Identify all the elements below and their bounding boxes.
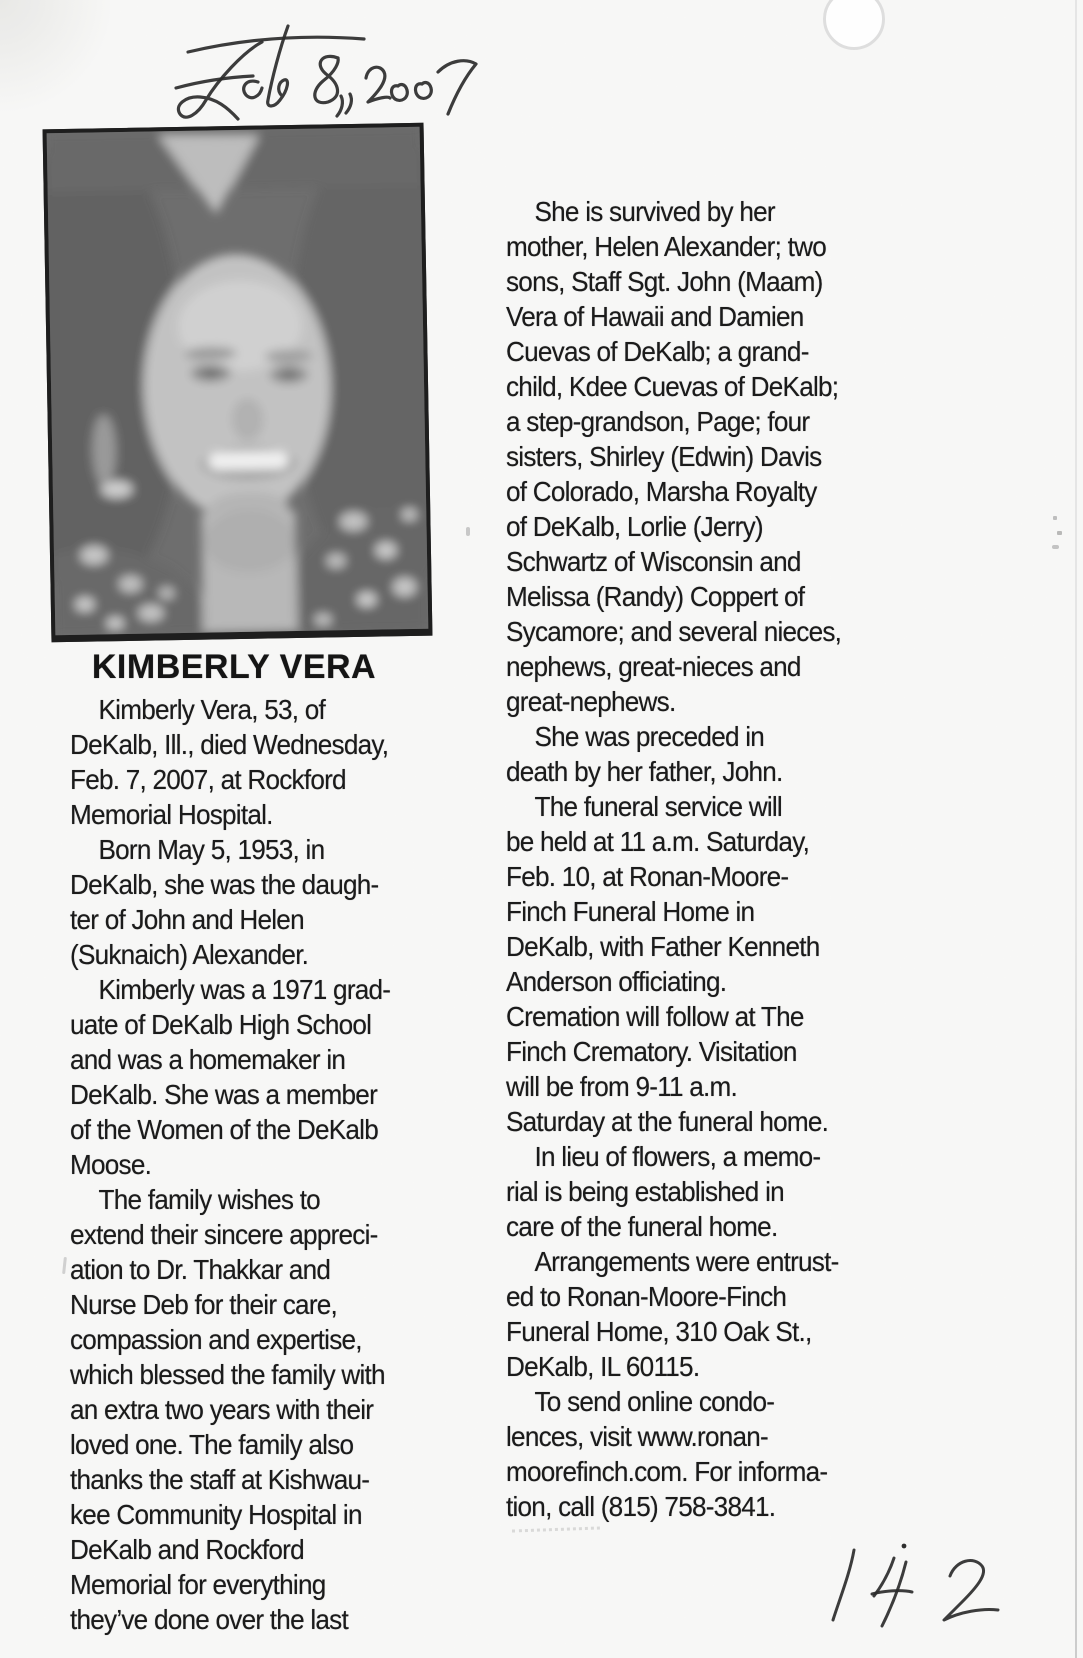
text-line: ed to Ronan-Moore-Finch [506,1281,787,1312]
text-line: Memorial Hospital. [70,799,273,830]
scan-edge-line [1075,0,1077,1658]
text-line: be held at 11 a.m. Saturday, [506,826,810,857]
text-line: lences, visit www.ronan- [506,1421,768,1452]
text-line: sons, Staff Sgt. John (Maam) [506,266,823,297]
text-line: child, Kdee Cuevas of DeKalb; [506,371,839,402]
text-line: extend their sincere appreci- [70,1219,378,1250]
text-line: Feb. 10, at Ronan-Moore- [506,861,789,892]
text-line: will be from 9-11 a.m. [506,1071,738,1102]
text-line: Melissa (Randy) Coppert of [506,581,805,612]
text-line: Funeral Home, 310 Oak St., [506,1316,812,1347]
margin-artifact-dot [1053,516,1057,520]
text-line: The funeral service will [534,791,782,822]
text-line: mother, Helen Alexander; two [506,231,827,262]
text-line: kee Community Hospital in [70,1499,362,1530]
print-smudge [512,1526,600,1536]
text-line: of the Women of the DeKalb [70,1114,378,1145]
text-line: Sycamore; and several nieces, [506,616,842,647]
hole-punch [823,0,885,50]
text-line: Finch Crematory. Visitation [506,1036,797,1067]
text-line: Feb. 7, 2007, at Rockford [70,764,346,795]
text-line: Arrangements were entrust- [534,1246,839,1277]
margin-artifact-dot [1057,531,1062,535]
text-line: Finch Funeral Home in [506,896,755,927]
portrait-photo-art [47,127,429,635]
text-line: The family wishes to [98,1184,320,1215]
text-line: ation to Dr. Thakkar and [70,1254,331,1285]
text-line: Schwartz of Wisconsin and [506,546,801,577]
obituary-right-column [506,194,841,1524]
text-line: tion, call (815) 758-3841. [506,1491,776,1522]
text-line: thanks the staff at Kishwau- [70,1464,370,1495]
text-line: DeKalb. She was a member [70,1079,378,1110]
text-line: a step-grandson, Page; four [506,406,810,437]
text-line: Kimberly Vera, 53, of [98,694,326,725]
text-line: To send online condo- [534,1386,775,1417]
text-line: compassion and expertise, [70,1324,362,1355]
text-line: death by her father, John. [506,756,783,787]
text-line: moorefinch.com. For informa- [506,1456,828,1487]
text-line: She was preceded in [534,721,765,752]
text-line: loved one. The family also [70,1429,354,1460]
text-line: DeKalb, she was the daugh- [70,869,379,900]
text-line: Anderson officiating. [506,966,727,997]
text-line: sisters, Shirley (Edwin) Davis [506,441,822,472]
text-line: of Colorado, Marsha Royalty [506,476,817,507]
obituary-left-column [70,692,390,1637]
text-line: which blessed the family with [70,1359,385,1390]
margin-artifact-stroke [62,1257,67,1274]
handwritten-page-number [812,1528,1022,1638]
text-line: uate of DeKalb High School [70,1009,372,1040]
portrait-photo [43,123,433,643]
text-line: She is survived by her [534,196,775,227]
text-line: DeKalb and Rockford [70,1534,304,1565]
text-line: DeKalb, Ill., died Wednesday, [70,729,389,760]
scan-corner-shading [0,0,110,120]
text-line: Memorial for everything [70,1569,326,1600]
text-line: nephews, great-nieces and [506,651,801,682]
text-line: Kimberly was a 1971 grad- [98,974,391,1005]
text-line: they’ve done over the last [70,1604,348,1635]
text-line: of DeKalb, Lorlie (Jerry) [506,511,763,542]
text-line: care of the funeral home. [506,1211,778,1242]
margin-artifact-dot [1052,545,1059,549]
text-line: Cremation will follow at The [506,1001,804,1032]
text-line: Nurse Deb for their care, [70,1289,338,1320]
text-line: (Suknaich) Alexander. [70,939,309,970]
text-line: Vera of Hawaii and Damien [506,301,804,332]
text-line: great-nephews. [506,686,676,717]
text-line: and was a homemaker in [70,1044,346,1075]
text-line: Born May 5, 1953, in [98,834,325,865]
text-line: DeKalb, with Father Kenneth [506,931,820,962]
text-line: ter of John and Helen [70,904,304,935]
handwritten-date [158,8,498,126]
text-line: an extra two years with their [70,1394,374,1425]
text-line: Saturday at the funeral home. [506,1106,829,1137]
text-line: Moose. [70,1149,152,1180]
text-line: rial is being established in [506,1176,784,1207]
text-line: Cuevas of DeKalb; a grand- [506,336,809,367]
text-line: DeKalb, IL 60115. [506,1351,700,1382]
margin-artifact-comma [466,527,470,536]
obituary-headline: KIMBERLY VERA [91,648,377,686]
text-line: In lieu of flowers, a memo- [534,1141,821,1172]
